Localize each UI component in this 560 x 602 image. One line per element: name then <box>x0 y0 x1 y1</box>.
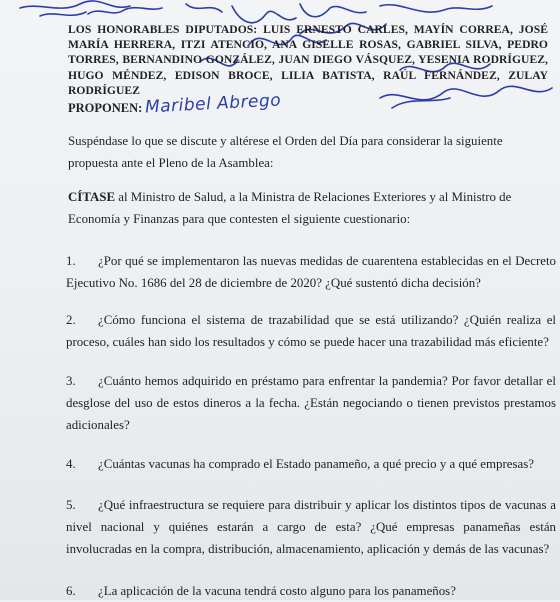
question-item <box>66 309 556 353</box>
question-text: ¿Cuántas vacunas ha comprado el Estado panameño, a qué precio y a qué empresas? <box>98 457 534 471</box>
citase-lead: CÍTASE <box>68 190 116 204</box>
question-text: ¿Qué infraestructura se requiere para distribuir y aplicar los distintos tipos de vacunas a nivel nacional y quiénes estarán a cargo de esta? ¿Qué empresas panameñas están involucradas en la compra, distribución, almacenamiento, aplicación y demás de las vacunas? <box>66 498 556 556</box>
diputados-list: LOS HONORABLES DIPUTADOS: LUIS ERNESTO CARLES, MAYÍN CORREA, JOSÉ MARÍA HERRERA, ITZI ATENCIO, ANA GISELLE ROSAS, GABRIEL SILVA, PEDRO TORRES, BERNANDINO GONZÁLEZ, JUAN DIEGO VÁSQUEZ, YESENIA RODRÍGUEZ, HUGO MÉNDEZ, EDISON BROCE, LILIA BATISTA, RAÚL FERNÁNDEZ, ZULAY RODRÍGUEZ <box>68 23 548 97</box>
signature-top-left <box>20 1 162 16</box>
question-number: 4. <box>66 457 76 471</box>
signature-top-center <box>186 4 366 23</box>
question-item <box>66 580 556 602</box>
question-number: 5. <box>66 498 76 512</box>
question-item <box>66 370 556 436</box>
proponen-handwritten-name: Maribel Abrego <box>144 90 282 118</box>
question-number: 3. <box>66 374 76 388</box>
citase-rest: al Ministro de Salud, a la Ministra de Relaciones Exteriores y al Ministro de Economía y Finanzas para que contesten el siguiente cuestionario: <box>68 190 512 226</box>
question-text: ¿Cuánto hemos adquirido en préstamo para enfrentar la pandemia? Por favor detallar el desglose del uso de estos dineros a la fecha. ¿Están negociando o tienen previstos prestamos adicionales? <box>66 374 556 432</box>
question-item <box>66 453 556 475</box>
proponen-label: PROPONEN: <box>68 101 143 115</box>
citase-paragraph <box>68 186 548 230</box>
question-item <box>66 250 556 294</box>
intro-paragraph: Suspéndase lo que se discute y altérese el Orden del Día para considerar la siguiente propuesta ante el Pleno de la Asamblea: <box>68 134 503 170</box>
question-text: ¿Por qué se implementaron las nuevas medidas de cuarentena establecidas en el Decreto Ejecutivo No. 1686 del 28 de diciembre de 2020? ¿Qué sustentó dicha decisión? <box>66 254 556 290</box>
question-text: ¿Cómo funciona el sistema de trazabilidad que se está utilizando? ¿Quién realiza el proceso, cuáles han sido los resultados y cómo se puede hacer una trazabilidad más eficiente? <box>66 313 556 349</box>
question-number: 2. <box>66 313 76 327</box>
question-text: ¿La aplicación de la vacuna tendrá costo alguno para los panameños? <box>98 584 456 598</box>
question-number: 1. <box>66 254 76 268</box>
question-number: 6. <box>66 584 76 598</box>
question-item <box>66 494 556 560</box>
